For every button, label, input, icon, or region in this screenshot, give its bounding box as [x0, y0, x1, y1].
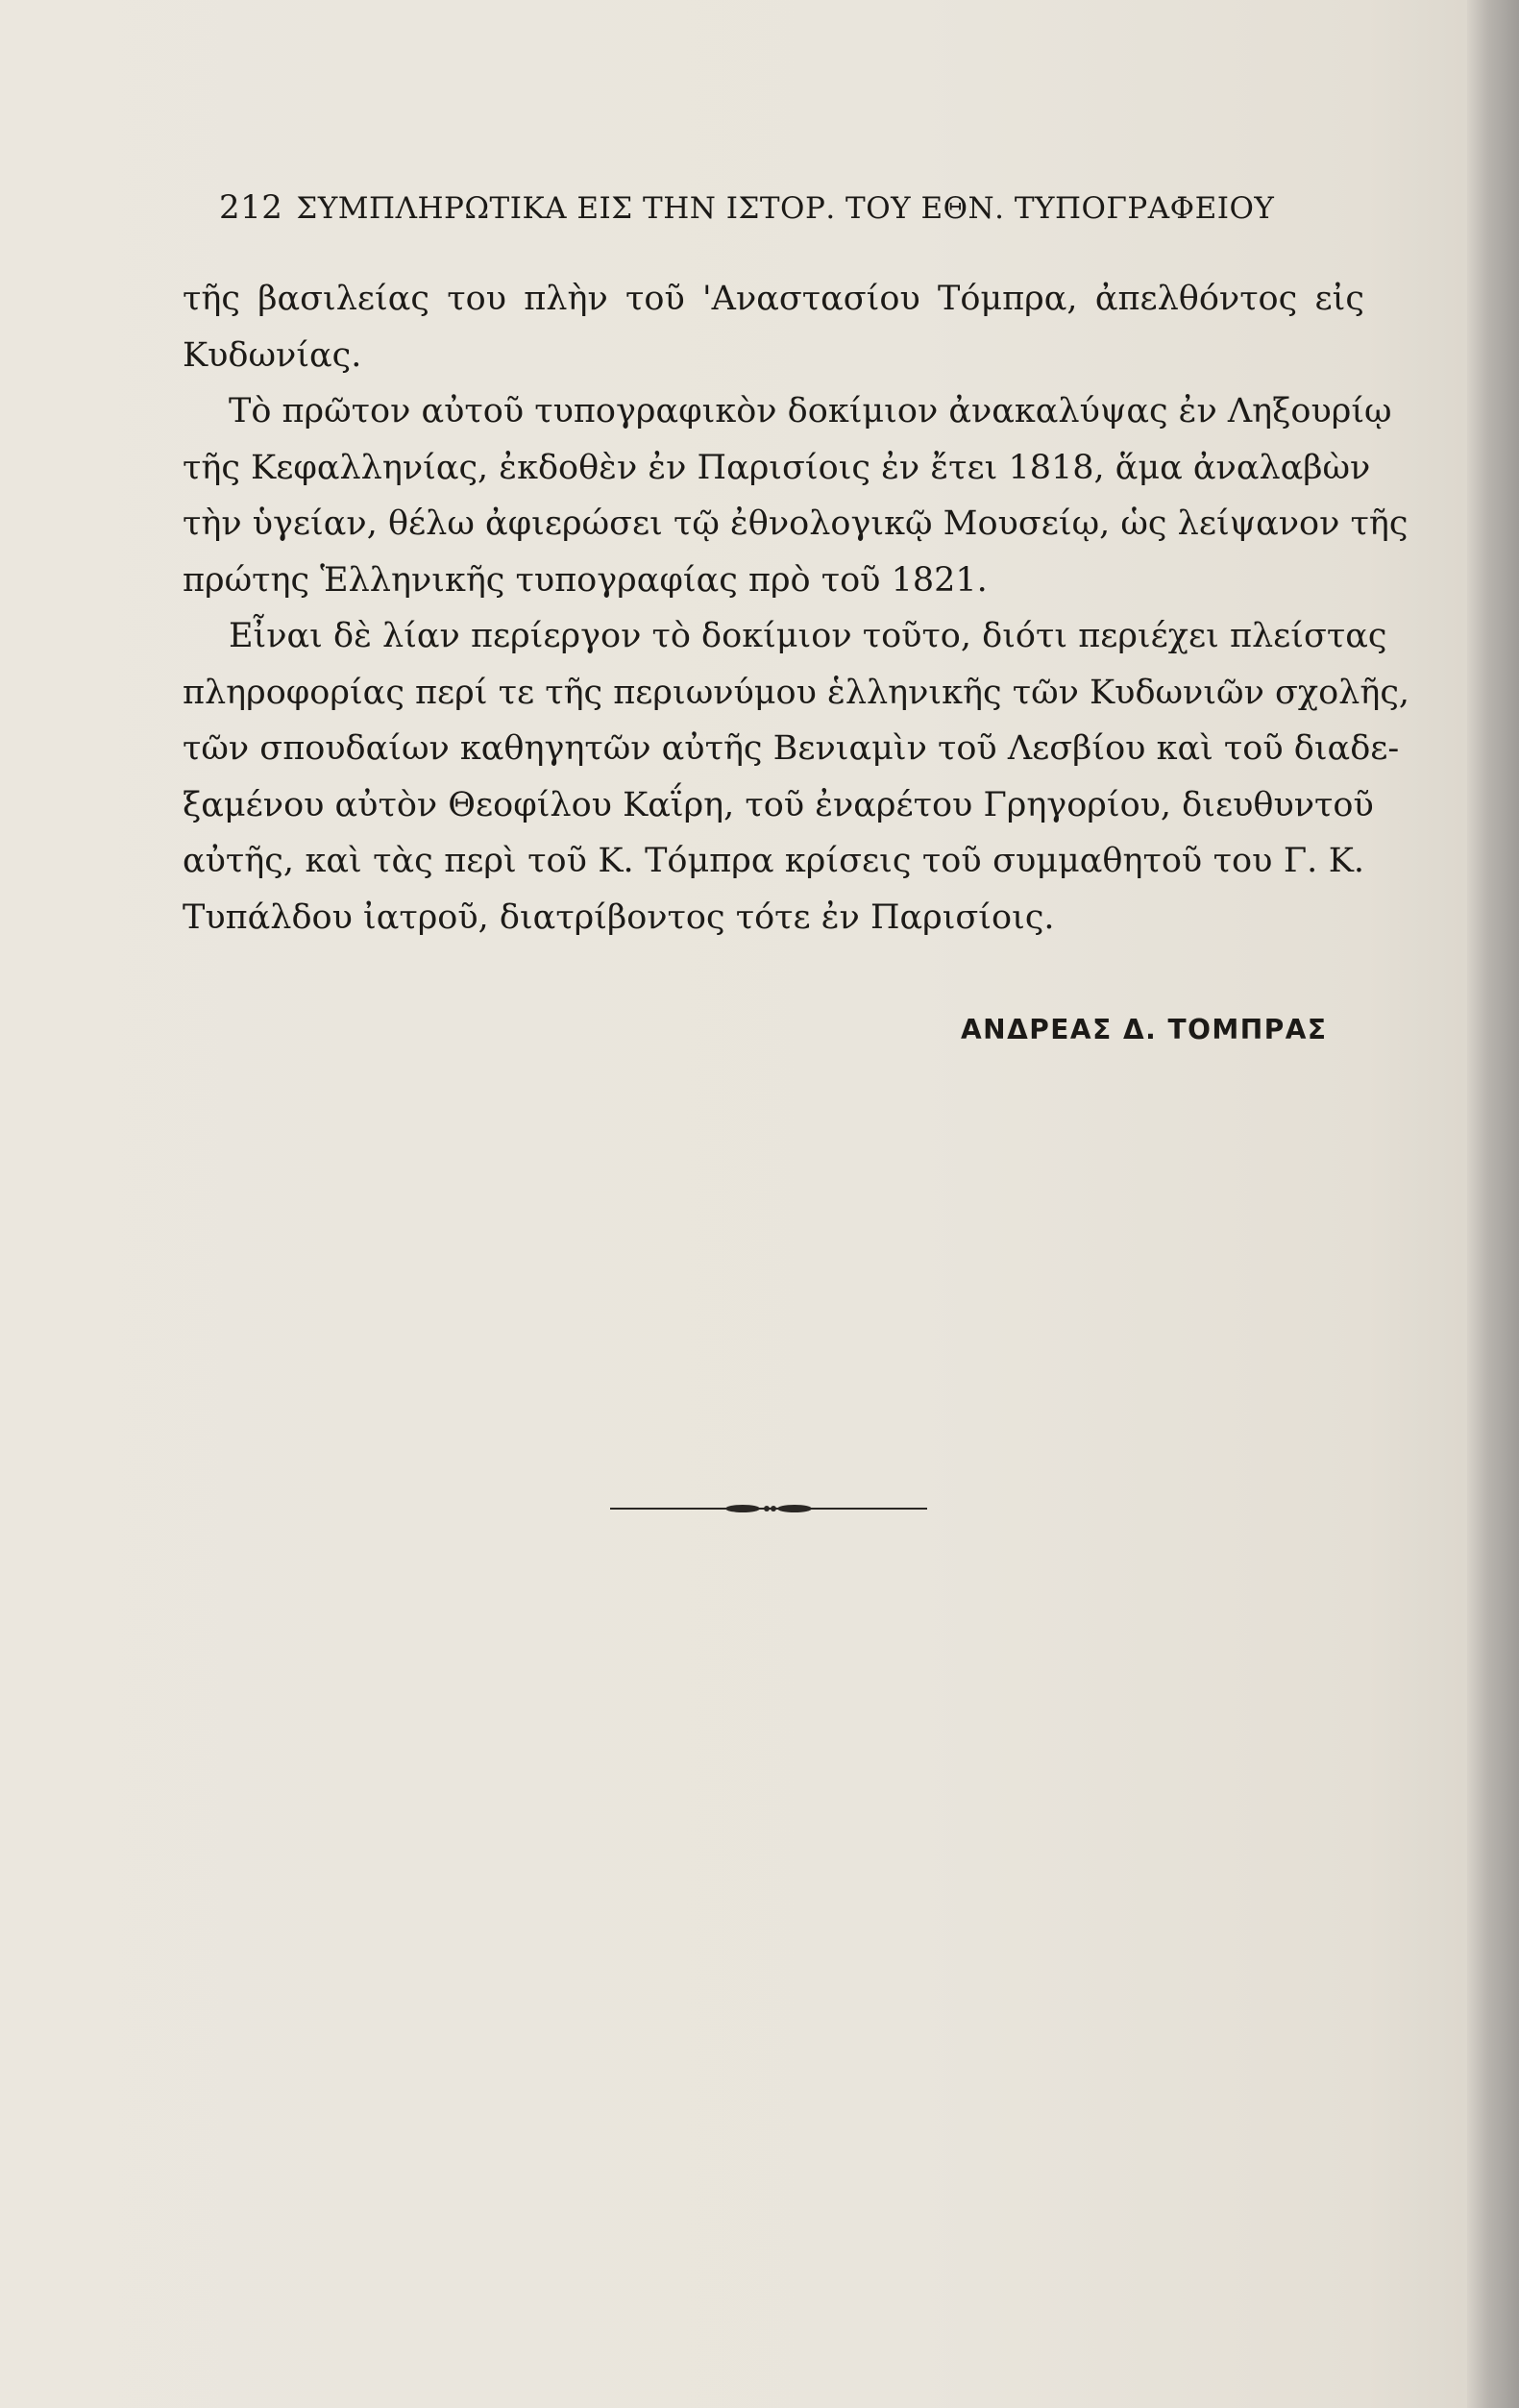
text-line: τῶν σπουδαίων καθηγητῶν αὐτῆς Βενιαμὶν τοῦ Λεσβίου καὶ τοῦ διαδε- — [183, 729, 1400, 768]
text-line: τὴν ὑγείαν, θέλω ἀφιερώσει τῷ ἐθνολογικῷ Μουσείῳ, ὡς λείψανον τῆς — [183, 504, 1409, 543]
text-line: Τυπάλδου ἰατροῦ, διατρίβοντος τότε ἐν Παρισίοις. — [183, 897, 1055, 937]
running-title: ΣΥΜΠΛΗΡΩΤΙΚΑ ΕΙΣ ΤΗΝ ΙΣΤΟΡ. ΤΟΥ ΕΘΝ. ΤΥΠΟΓΡΑΦΕΙΟΥ — [296, 191, 1275, 226]
ornament-dot — [771, 1506, 776, 1511]
paragraph-start-line: Εἶναι δὲ λίαν περίεργον τὸ δοκίμιον τοῦτο, διότι περιέχει πλείστας — [229, 617, 1387, 655]
text-line: Κυδωνίας. — [183, 335, 362, 375]
text-line: τῆς Κεφαλληνίας, ἐκδοθὲν ἐν Παρισίοις ἐν ἔτει 1818, ἅμα ἀναλαβὼν — [183, 448, 1371, 487]
ornament-left-point — [725, 1505, 760, 1512]
end-of-article-rule-ornament-icon — [610, 1502, 927, 1515]
text-line: πληροφορίας περί τε τῆς περιωνύμου ἑλληνικῆς τῶν Κυδωνιῶν σχολῆς, — [183, 673, 1410, 712]
text-line: πρώτης Ἑλληνικῆς τυπογραφίας πρὸ τοῦ 1821. — [183, 560, 988, 600]
author-signature: ΑΝΔΡΕΑΣ Δ. ΤΟΜΠΡΑΣ — [961, 1014, 1328, 1045]
paragraph-start-line: Τὸ πρῶτον αὐτοῦ τυπογραφικὸν δοκίμιον ἀνακαλύψας ἐν Ληξουρίῳ — [229, 392, 1392, 430]
page-number: 212 — [219, 188, 283, 227]
article-text — [183, 271, 1410, 946]
ornament-right-point — [777, 1505, 812, 1512]
text-line: τῆς βασιλείας του πλὴν τοῦ 'Αναστασίου Τόμπρα, ἀπελθόντος εἰς — [183, 280, 1364, 318]
text-line: αὐτῆς, καὶ τὰς περὶ τοῦ Κ. Τόμπρα κρίσεις τοῦ συμμαθητοῦ του Γ. Κ. — [183, 842, 1364, 880]
text-line: ξαμένου αὐτὸν Θεοφίλου Καΐρη, τοῦ ἐναρέτου Γρηγορίου, διευθυντοῦ — [183, 785, 1374, 824]
page-edge-shadow — [1467, 0, 1519, 2408]
ornament-dot — [764, 1506, 770, 1511]
running-header — [219, 188, 1324, 246]
